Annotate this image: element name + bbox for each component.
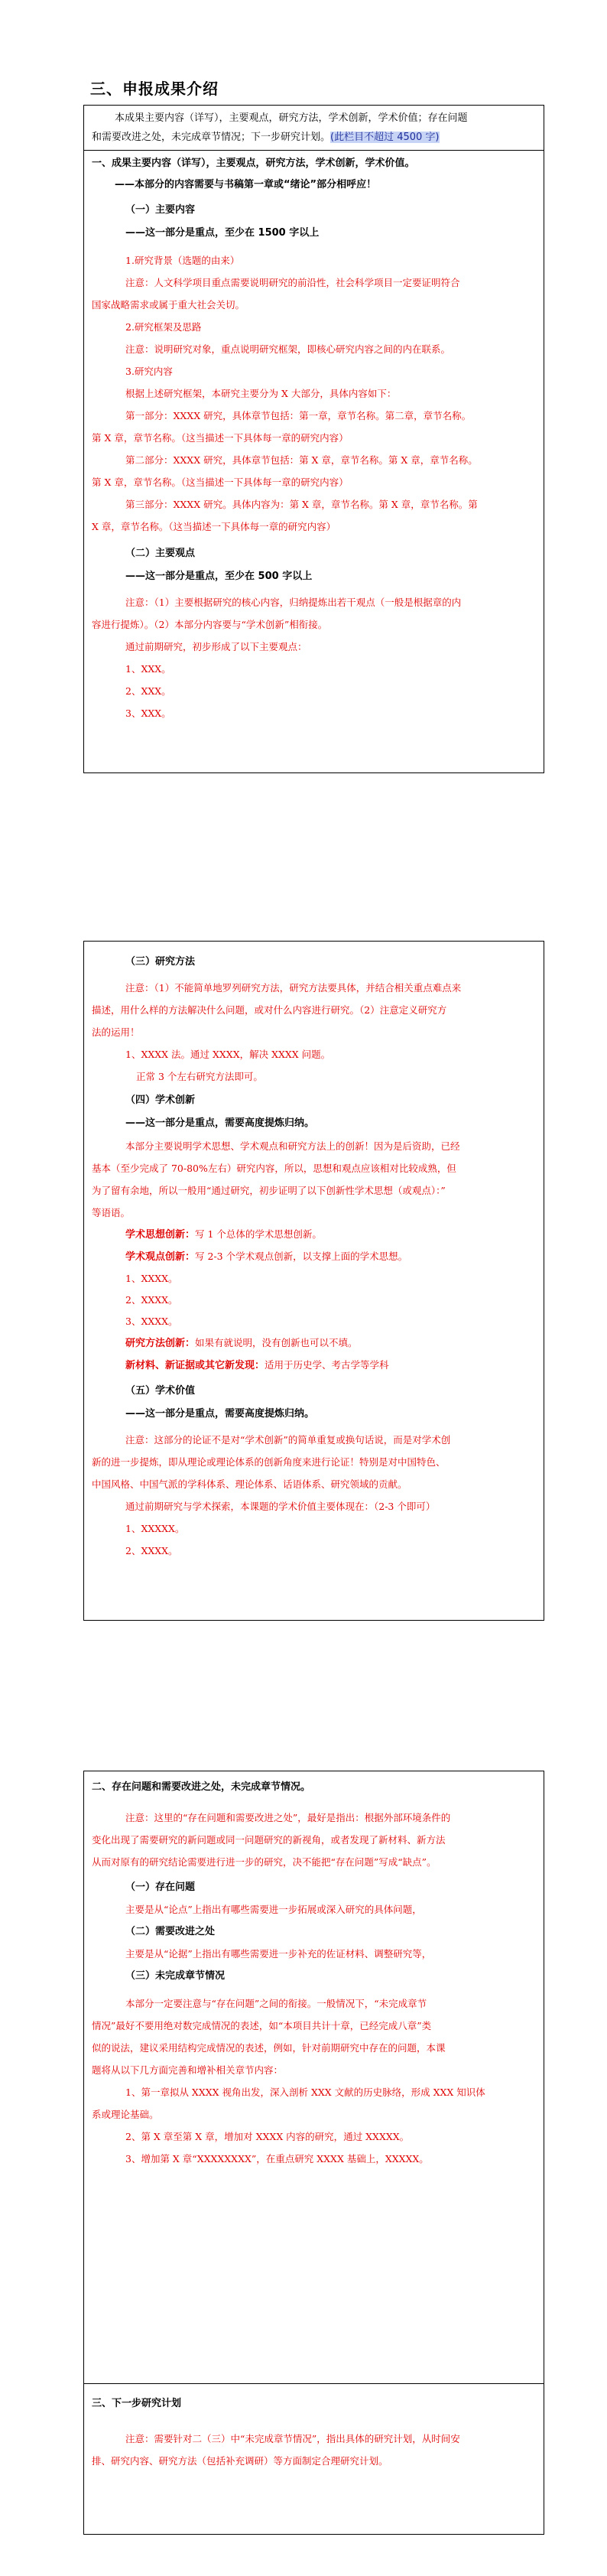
text-line: 题将从以下几方面完善和增补相关章节内容： — [92, 2064, 284, 2076]
innovation-notes — [92, 1135, 536, 1224]
text-line: 本部分主要说明学术思想、学术观点和研究方法上的创新！因为是后资助，已经 — [125, 1140, 460, 1152]
thought-innovation-text: 写 1 个总体的学术思想创新。 — [195, 1228, 322, 1240]
intro-line-2-text: 和需要改进之处，未完成章节情况；下一步研究计划。 — [92, 132, 331, 143]
text-line: 2、XXXX。 — [125, 1545, 178, 1556]
text-line: 通过前期研究与学术探索，本课题的学术价值主要体现在：（2-3 个即可） — [125, 1501, 436, 1512]
text-line: 容进行提炼）。（2）本部分内容要与“学术创新”相衔接。 — [92, 619, 328, 630]
text-line: 为了留有余地，所以一般用“通过研究，初步证明了以下创新性学术思想（或观点）：” — [92, 1185, 446, 1196]
innovation-item: 2、XXXX。 — [125, 1294, 178, 1306]
subsection-sub-main-content: ——这一部分是重点，至少在 1500 字以上 — [125, 227, 320, 239]
subsection-title-improvements: （二）需要改进之处 — [125, 1926, 216, 1937]
view-innovation-text: 写 2-3 个学术观点创新，以支撑上面的学术思想。 — [195, 1251, 408, 1262]
text-line: 3、XXX。 — [125, 707, 171, 719]
subsection-sub-value: ——这一部分是重点，需要高度提炼归纳。 — [125, 1408, 315, 1420]
main-content-notes — [92, 249, 536, 538]
text-line: 注意：这部分的论证不是对“学术创新”的简单重复或换句话说，而是对学术创 — [125, 1434, 451, 1446]
intro-line-1: 本成果主要内容（详写），主要观点，研究方法，学术创新，学术价值；存在问题 — [115, 112, 468, 124]
text-line: 注意：需要针对二（三）中“未完成章节情况”，指出具体的研究计划，从时间安 — [125, 2433, 460, 2444]
thought-innovation-label: 学术思想创新： — [125, 1229, 196, 1241]
text-line: 3、增加第 X 章“XXXXXXXX”，在重点研究 XXXX 基础上，XXXXX。 — [125, 2153, 429, 2165]
text-line: 中国风格、中国气派的学科体系、理论体系、话语体系、研究领域的贡献。 — [92, 1478, 407, 1490]
text-line: 注意：（1）不能简单地罗列研究方法，研究方法要具体，并结合相关重点难点来 — [125, 982, 462, 994]
text-line: 系或理论基础。 — [92, 2109, 159, 2120]
text-line: 新的进一步提炼，即从理论或理论体系的创新角度来进行论证！特别是对中国特色、 — [92, 1456, 446, 1468]
text-line: 从而对原有的研究结论需要进行进一步的研究，决不能把“存在问题”写成“缺点”。 — [92, 1856, 437, 1868]
section-heading-1: 一、成果主要内容（详写），主要观点，研究方法，学术创新，学术价值。 — [92, 158, 415, 169]
text-line: 2、第 X 章至第 X 章，增加对 XXXX 内容的研究，通过 XXXXX。 — [125, 2131, 410, 2142]
view-innovation-label: 学术观点创新： — [125, 1251, 196, 1263]
subsection-title-main-views: （二）主要观点 — [125, 548, 196, 559]
page-title: 三、申报成果介绍 — [90, 80, 219, 98]
subsection-title-problems: （一）存在问题 — [125, 1882, 196, 1893]
section-note-1: ——本部分的内容需要与书稿第一章或“绪论”部分相呼应！ — [115, 179, 377, 190]
subsection-sub-innovation: ——这一部分是重点，需要高度提炼归纳。 — [125, 1117, 315, 1129]
subsection-title-unfinished: （三）未完成章节情况 — [125, 1970, 226, 1982]
text-line: 本部分一定要注意与“存在问题”之间的衔接。一般情况下，“未完成章节 — [125, 1998, 427, 2009]
content-box-2 — [83, 941, 544, 1621]
text-line: 1、XXXX 法。通过 XXXX，解决 XXXX 问题。 — [125, 1049, 331, 1060]
text-line: 变化出现了需要研究的新问题或同一问题研究的新视角，或者发现了新材料、新方法 — [92, 1834, 446, 1846]
content-box-1 — [83, 105, 544, 773]
innovation-list — [92, 1268, 536, 1332]
text-line: 国家战略需求或属于重大社会关切。 — [92, 299, 245, 311]
main-views-notes — [92, 591, 536, 724]
method-innovation-label: 研究方法创新： — [125, 1338, 196, 1349]
view-innovation-line — [92, 1246, 536, 1268]
text-line: 第 X 章，章节名称。（这当描述一下具体每一章的研究内容） — [92, 432, 349, 444]
text-line: 情况”最好不要用绝对数完成情况的表述，如“本项目共计十章，已经完成八章”类 — [92, 2020, 432, 2031]
subsection-title-main-content: （一）主要内容 — [125, 204, 196, 216]
text-line: 第二部分：XXXX 研究，具体章节包括：第 X 章，章节名称。第 X 章，章节名称。 — [125, 454, 478, 466]
subsection-title-methods: （三）研究方法 — [125, 956, 196, 968]
method-innovation-line — [92, 1332, 536, 1355]
text-line: 1、XXX。 — [125, 663, 171, 675]
text-line: 注意：人文科学项目重点需要说明研究的前沿性，社会科学项目一定要证明符合 — [125, 277, 460, 288]
unfinished-notes — [92, 1992, 536, 2170]
content-box-3 — [83, 1771, 544, 2535]
innovation-item: 3、XXXX。 — [125, 1316, 178, 1327]
text-line: 基本（至少完成了 70-80%左右）研究内容，所以，思想和观点应该相对比较成熟，但 — [92, 1163, 456, 1174]
text-line: 1、第一章拟从 XXXX 视角出发，深入剖析 XXX 文献的历史脉络，形成 XXX 知识体 — [125, 2086, 485, 2098]
text-line: 等语语。 — [92, 1207, 131, 1218]
text-line: X 章，章节名称。（这当描述一下具体每一章的研究内容） — [92, 521, 336, 532]
text-line: 2、XXX。 — [125, 685, 171, 697]
thought-innovation-line — [92, 1224, 536, 1246]
method-innovation-text: 如果有就说明，没有创新也可以不填。 — [195, 1337, 358, 1348]
section-heading-3: 三、下一步研究计划 — [92, 2398, 182, 2409]
text-line: 通过前期研究，初步形成了以下主要观点： — [125, 641, 307, 652]
material-innovation-text: 适用于历史学、考古学等学科 — [265, 1359, 389, 1371]
text-line: 似的说法，建议采用结构完成情况的表述，例如，针对前期研究中存在的问题，本课 — [92, 2042, 446, 2054]
section-heading-2: 二、存在问题和需要改进之处，未完成章节情况。 — [92, 1781, 311, 1793]
text-line: 第一部分：XXXX 研究，具体章节包括：第一章，章节名称。第二章，章节名称。 — [125, 410, 472, 421]
text-line: 1、XXXXX。 — [125, 1523, 185, 1534]
text-line: 第 X 章，章节名称。（这当描述一下具体每一章的研究内容） — [92, 476, 349, 488]
text-line: 注意：这里的“存在问题和需要改进之处”，最好是指出：根据外部环境条件的 — [125, 1812, 451, 1823]
divider — [84, 150, 544, 151]
text-line: 注意：（1）主要根据研究的核心内容，归纳提炼出若干观点（一般是根据章的内 — [125, 597, 462, 608]
subsection-title-value: （五）学术价值 — [125, 1385, 196, 1397]
improvements-text: 主要是从“论据”上指出有哪些需要进一步补充的佐证材料、调整研究等， — [125, 1948, 432, 1960]
word-limit-note: (此栏目不超过 4500 字) — [330, 132, 440, 143]
text-line: 1.研究背景（选题的由来） — [125, 255, 240, 266]
subsection-title-innovation: （四）学术创新 — [125, 1094, 196, 1106]
methods-notes — [92, 977, 536, 1088]
text-line: 正常 3 个左右研究方法即可。 — [136, 1071, 263, 1082]
text-line: 3.研究内容 — [125, 366, 173, 377]
material-innovation-label: 新材料、新证据或其它新发现： — [125, 1360, 265, 1371]
value-notes — [92, 1429, 536, 1562]
text-line: 2.研究框架及思路 — [125, 321, 202, 333]
text-line: 法的运用！ — [92, 1026, 140, 1038]
material-innovation-line — [92, 1355, 536, 1377]
text-line: 第三部分：XXXX 研究。具体内容为：第 X 章，章节名称。第 X 章，章节名称。第 — [125, 499, 478, 510]
plan-notes — [92, 2428, 536, 2472]
text-line: 排、研究内容、研究方法（包括补充调研）等方面制定合理研究计划。 — [92, 2455, 388, 2467]
divider — [84, 2383, 544, 2384]
text-line: 注意：说明研究对象，重点说明研究框架，即核心研究内容之间的内在联系。 — [125, 343, 451, 355]
intro-line-2 — [92, 128, 536, 147]
innovation-item: 1、XXXX。 — [125, 1273, 178, 1284]
problems-text: 主要是从“论点”上指出有哪些需要进一步拓展或深入研究的具体问题， — [125, 1904, 422, 1915]
text-line: 根据上述研究框架，本研究主要分为 X 大部分，具体内容如下： — [125, 388, 397, 399]
text-line: 描述，用什么样的方法解决什么问题，或对什么内容进行研究。（2）注意定义研究方 — [92, 1004, 447, 1016]
subsection-sub-main-views: ——这一部分是重点，至少在 500 字以上 — [125, 571, 313, 582]
problems-notes — [92, 1807, 536, 1873]
